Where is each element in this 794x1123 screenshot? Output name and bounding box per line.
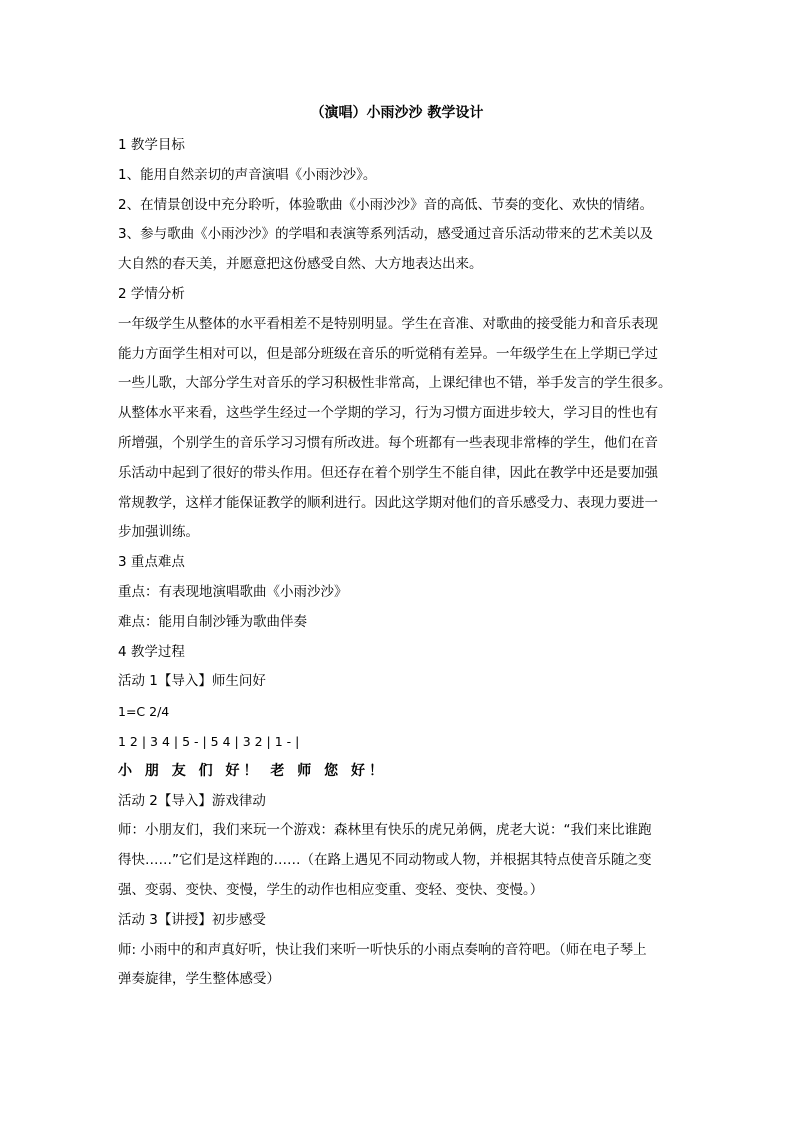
- activity-2-line: 师：小朋友们，我们来玩一个游戏：森林里有快乐的虎兄弟俩，虎老大说：“我们来比谁跑: [118, 822, 652, 839]
- music-notes: 1 2 | 3 4 | 5 - | 5 4 | 3 2 | 1 - |: [118, 733, 300, 749]
- analysis-line: 所增强，个别学生的音乐学习习惯有所改进。每个班都有一些表现非常棒的学生，他们在音: [118, 434, 658, 451]
- section-4-heading: 4 教学过程: [118, 643, 185, 660]
- activity-2-line: 得快……”它们是这样跑的……（在路上遇见不同动物或人物，并根据其特点使音乐随之变: [118, 852, 652, 869]
- analysis-line: 乐活动中起到了很好的带头作用。但还存在着个别学生不能自律，因此在教学中还是要加强: [118, 464, 658, 481]
- objective-2: 2、在情景创设中充分聆听，体验歌曲《小雨沙沙》音的高低、节奏的变化、欢快的情绪。: [118, 196, 654, 213]
- activity-2-title: 活动 2【导入】游戏律动: [118, 792, 266, 809]
- analysis-line: 一些儿歌，大部分学生对音乐的学习积极性非常高，上课纪律也不错，举手发言的学生很多。: [118, 375, 672, 392]
- analysis-line: 步加强训练。: [118, 524, 199, 541]
- analysis-line: 能力方面学生相对可以，但是部分班级在音乐的听觉稍有差异。一年级学生在上学期已学过: [118, 345, 658, 362]
- document-title: （演唱）小雨沙沙 教学设计: [310, 105, 484, 121]
- objective-3: 3、参与歌曲《小雨沙沙》的学唱和表演等系列活动，感受通过音乐活动带来的艺术美以及: [118, 226, 654, 243]
- section-2-heading: 2 学情分析: [118, 285, 185, 302]
- objective-3-cont: 大自然的春天美，并愿意把这份感受自然、大方地表达出来。: [118, 256, 483, 273]
- activity-3-line: 弹奏旋律，学生整体感受）: [118, 971, 280, 988]
- analysis-line: 常规教学，这样才能保证教学的顺利进行。因此这学期对他们的音乐感受力、表现力要进一: [118, 494, 658, 511]
- activity-1-title: 活动 1【导入】师生问好: [118, 673, 266, 690]
- music-lyrics: 小 朋 友 们 好！ 老 师 您 好！: [118, 762, 387, 779]
- activity-3-title: 活动 3【讲授】初步感受: [118, 911, 266, 928]
- section-3-heading: 3 重点难点: [118, 554, 185, 571]
- analysis-line: 从整体水平来看，这些学生经过一个学期的学习，行为习惯方面进步较大，学习目的性也有: [118, 405, 658, 422]
- activity-2-line: 强、变弱、变快、变慢，学生的动作也相应变重、变轻、变快、变慢。）: [118, 881, 544, 898]
- document-page: [118, 103, 676, 995]
- difficult-point: 难点：能用自制沙锤为歌曲伴奏: [118, 613, 307, 630]
- analysis-line: 一年级学生从整体的水平看相差不是特别明显。学生在音准、对歌曲的接受能力和音乐表现: [118, 315, 658, 332]
- key-point: 重点：有表现地演唱歌曲《小雨沙沙》: [118, 583, 348, 600]
- music-key: 1=C 2/4: [118, 704, 170, 720]
- objective-1: 1、能用自然亲切的声音演唱《小雨沙沙》。: [118, 166, 377, 183]
- section-1-heading: 1 教学目标: [118, 137, 185, 153]
- activity-3-line: 师: 小雨中的和声真好听，快让我们来听一听快乐的小雨点奏响的音符吧。（师在电子琴上: [118, 941, 647, 958]
